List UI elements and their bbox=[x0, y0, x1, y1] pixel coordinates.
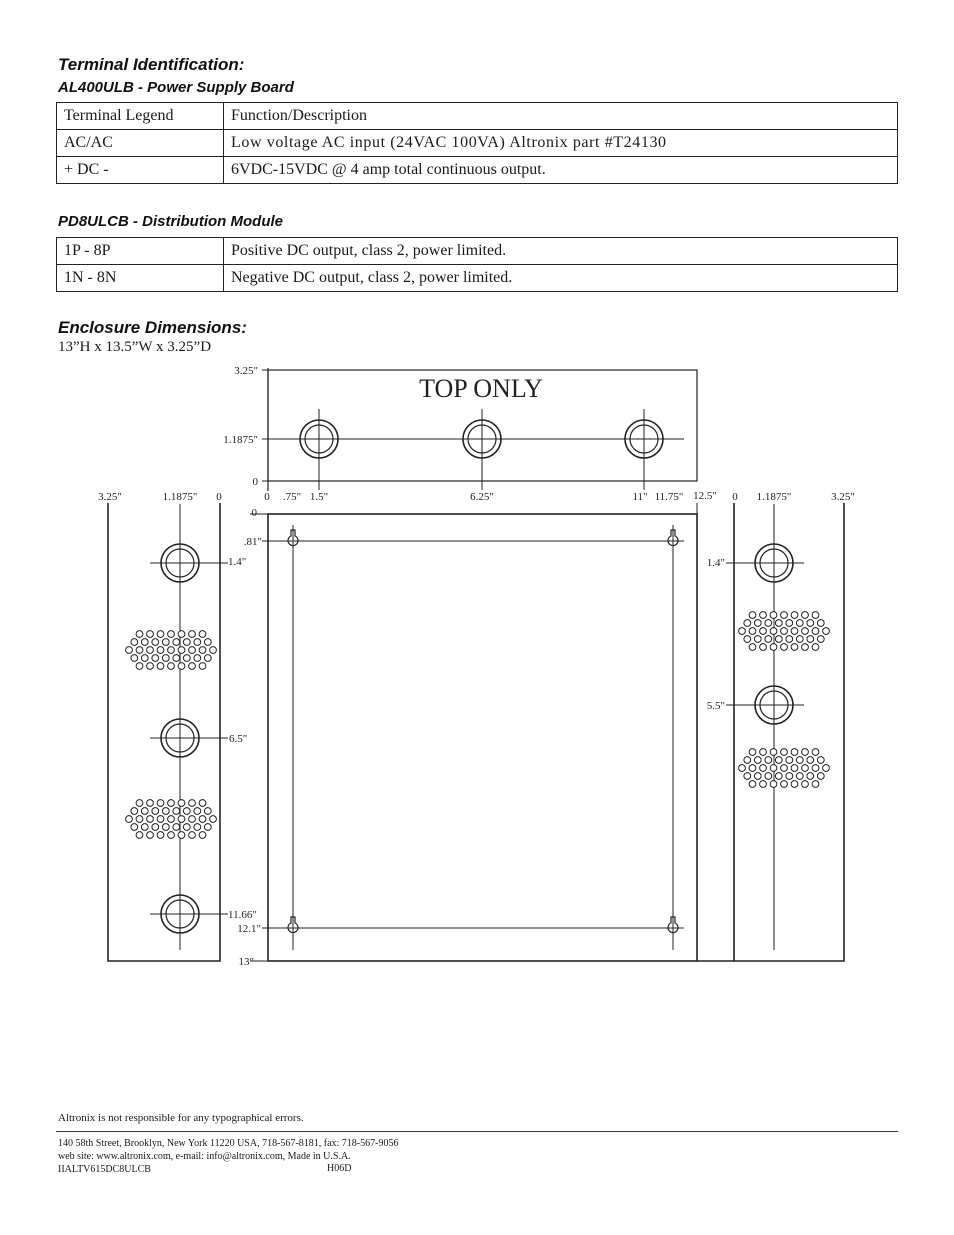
vent-hole bbox=[136, 647, 143, 654]
vent-hole bbox=[775, 773, 782, 780]
vent-hole bbox=[168, 663, 175, 670]
vent-holes bbox=[739, 612, 830, 651]
vent-hole bbox=[204, 824, 211, 831]
vent-hole bbox=[817, 757, 824, 764]
vent-hole bbox=[765, 757, 772, 764]
vent-hole bbox=[775, 757, 782, 764]
vent-hole bbox=[178, 647, 185, 654]
terminal-cell: 1P - 8P bbox=[57, 238, 224, 265]
top-depth-tick: 0 bbox=[252, 476, 258, 488]
vent-hole bbox=[823, 628, 830, 635]
vent-hole bbox=[823, 765, 830, 772]
vent-hole bbox=[126, 647, 133, 654]
knockout-icon bbox=[150, 895, 228, 933]
vent-hole bbox=[210, 647, 217, 654]
vent-hole bbox=[817, 773, 824, 780]
knockout-icon bbox=[150, 544, 228, 582]
vent-hole bbox=[141, 824, 148, 831]
height-tick: 13" bbox=[238, 956, 254, 968]
header-cell: Terminal Legend bbox=[57, 103, 224, 130]
vent-hole bbox=[141, 655, 148, 662]
top-depth-tick: 3.25" bbox=[234, 365, 258, 377]
vent-hole bbox=[152, 808, 159, 815]
vent-hole bbox=[812, 612, 819, 619]
vent-hole bbox=[760, 628, 767, 635]
vent-hole bbox=[749, 749, 756, 756]
knockout-icon bbox=[726, 686, 804, 724]
vent-hole bbox=[770, 781, 777, 788]
vent-hole bbox=[199, 647, 206, 654]
vent-hole bbox=[178, 800, 185, 807]
vent-hole bbox=[194, 639, 201, 646]
vent-hole bbox=[817, 620, 824, 627]
front-width-tick: 1.5" bbox=[309, 491, 329, 503]
vent-hole bbox=[754, 757, 761, 764]
vent-hole bbox=[760, 765, 767, 772]
vent-hole bbox=[796, 620, 803, 627]
vent-hole bbox=[147, 647, 154, 654]
vent-hole bbox=[136, 800, 143, 807]
front-view bbox=[228, 490, 734, 968]
height-tick: 0 bbox=[251, 507, 257, 519]
enclosure-dimensions-text: 13”H x 13.5”W x 3.25”D bbox=[58, 339, 212, 355]
vent-hole bbox=[204, 655, 211, 662]
height-tick: 5.5" bbox=[706, 700, 725, 712]
left-width-tick: 3.25" bbox=[98, 491, 122, 503]
height-tick: 1.4" bbox=[228, 556, 247, 568]
vent-hole bbox=[136, 631, 143, 638]
vent-hole bbox=[141, 639, 148, 646]
vent-hole bbox=[765, 636, 772, 643]
vent-hole bbox=[802, 644, 809, 651]
vent-hole bbox=[168, 816, 175, 823]
vent-hole bbox=[749, 644, 756, 651]
top-only-label: TOP ONLY bbox=[419, 374, 543, 403]
vent-hole bbox=[168, 647, 175, 654]
vent-hole bbox=[194, 824, 201, 831]
vent-hole bbox=[141, 808, 148, 815]
enclosure-dimensions-heading: Enclosure Dimensions: bbox=[58, 318, 247, 337]
left-side-view bbox=[98, 491, 228, 961]
vent-hole bbox=[157, 816, 164, 823]
vent-hole bbox=[183, 655, 190, 662]
vent-hole bbox=[152, 824, 159, 831]
description-cell: Low voltage AC input (24VAC 100VA) Altronix part #T24130 bbox=[224, 130, 898, 157]
vent-hole bbox=[786, 773, 793, 780]
vent-hole bbox=[189, 832, 196, 839]
vent-hole bbox=[173, 639, 180, 646]
vent-hole bbox=[749, 628, 756, 635]
vent-hole bbox=[781, 628, 788, 635]
vent-hole bbox=[744, 773, 751, 780]
vent-hole bbox=[807, 636, 814, 643]
vent-hole bbox=[796, 773, 803, 780]
vent-hole bbox=[817, 636, 824, 643]
front-panel-outline bbox=[268, 514, 697, 961]
vent-hole bbox=[770, 749, 777, 756]
knockout-icon bbox=[625, 409, 663, 490]
left-width-tick: 0 bbox=[216, 491, 222, 503]
vent-hole bbox=[147, 816, 154, 823]
vent-hole bbox=[210, 816, 217, 823]
vent-hole bbox=[178, 816, 185, 823]
vent-hole bbox=[199, 800, 206, 807]
front-width-tick: 11.75" bbox=[654, 491, 684, 503]
vent-hole bbox=[199, 663, 206, 670]
knockout-icon bbox=[300, 409, 338, 490]
vent-hole bbox=[157, 663, 164, 670]
right-width-tick: 1.1875" bbox=[756, 491, 792, 503]
vent-hole bbox=[194, 655, 201, 662]
vent-hole bbox=[147, 800, 154, 807]
vent-hole bbox=[765, 773, 772, 780]
knockout-icon bbox=[150, 719, 228, 757]
vent-hole bbox=[189, 631, 196, 638]
right-side-outline bbox=[734, 503, 844, 961]
vent-hole bbox=[796, 757, 803, 764]
vent-hole bbox=[136, 663, 143, 670]
vent-hole bbox=[807, 757, 814, 764]
vent-hole bbox=[162, 655, 169, 662]
vent-hole bbox=[802, 749, 809, 756]
vent-hole bbox=[802, 765, 809, 772]
vent-hole bbox=[204, 808, 211, 815]
vent-hole bbox=[812, 749, 819, 756]
vent-holes bbox=[739, 749, 830, 788]
vent-hole bbox=[791, 749, 798, 756]
vent-hole bbox=[781, 644, 788, 651]
vent-hole bbox=[136, 832, 143, 839]
vent-hole bbox=[744, 620, 751, 627]
vent-hole bbox=[749, 781, 756, 788]
terminal-cell: + DC - bbox=[57, 157, 224, 184]
vent-hole bbox=[178, 663, 185, 670]
header-cell: Function/Description bbox=[224, 103, 898, 130]
vent-hole bbox=[812, 644, 819, 651]
vent-hole bbox=[770, 628, 777, 635]
height-tick: 6.5" bbox=[229, 733, 248, 745]
vent-hole bbox=[760, 644, 767, 651]
vent-hole bbox=[781, 612, 788, 619]
footer-divider bbox=[56, 1131, 898, 1132]
vent-hole bbox=[152, 639, 159, 646]
right-width-tick: 0 bbox=[732, 491, 738, 503]
vent-hole bbox=[199, 631, 206, 638]
vent-hole bbox=[147, 663, 154, 670]
vent-hole bbox=[812, 781, 819, 788]
vent-hole bbox=[173, 655, 180, 662]
vent-hole bbox=[775, 620, 782, 627]
vent-hole bbox=[178, 631, 185, 638]
vent-hole bbox=[775, 636, 782, 643]
vent-hole bbox=[147, 631, 154, 638]
knockout-icon bbox=[463, 409, 501, 490]
vent-hole bbox=[199, 816, 206, 823]
top-depth-tick: 1.1875" bbox=[223, 434, 258, 446]
vent-hole bbox=[807, 620, 814, 627]
vent-hole bbox=[770, 765, 777, 772]
vent-hole bbox=[189, 816, 196, 823]
vent-hole bbox=[168, 832, 175, 839]
vent-hole bbox=[173, 808, 180, 815]
vent-hole bbox=[162, 639, 169, 646]
knockout-icon bbox=[726, 544, 804, 582]
vent-hole bbox=[152, 655, 159, 662]
vent-hole bbox=[744, 636, 751, 643]
vent-hole bbox=[781, 765, 788, 772]
vent-hole bbox=[786, 636, 793, 643]
vent-hole bbox=[791, 765, 798, 772]
vent-hole bbox=[168, 800, 175, 807]
front-width-tick: .75" bbox=[282, 491, 302, 503]
vent-hole bbox=[189, 800, 196, 807]
height-tick: 11.66" bbox=[228, 909, 257, 921]
left-width-tick: 1.1875" bbox=[162, 491, 198, 503]
vent-hole bbox=[786, 620, 793, 627]
footer-revision: H06D bbox=[327, 1163, 352, 1174]
vent-hole bbox=[802, 781, 809, 788]
vent-hole bbox=[791, 781, 798, 788]
vent-hole bbox=[183, 639, 190, 646]
vent-hole bbox=[754, 620, 761, 627]
vent-hole bbox=[204, 639, 211, 646]
vent-hole bbox=[157, 832, 164, 839]
vent-hole bbox=[131, 655, 138, 662]
description-cell: Negative DC output, class 2, power limited. bbox=[224, 265, 898, 292]
terminal-cell: 1N - 8N bbox=[57, 265, 224, 292]
description-cell: Positive DC output, class 2, power limited. bbox=[224, 238, 898, 265]
vent-holes bbox=[126, 800, 217, 839]
vent-hole bbox=[802, 612, 809, 619]
vent-hole bbox=[749, 765, 756, 772]
distribution-module-heading: PD8ULCB - Distribution Module bbox=[58, 213, 283, 230]
vent-hole bbox=[739, 765, 746, 772]
vent-hole bbox=[770, 612, 777, 619]
vent-hole bbox=[739, 628, 746, 635]
vent-hole bbox=[162, 808, 169, 815]
front-width-tick: 11" bbox=[632, 491, 648, 503]
terminal-cell: AC/AC bbox=[57, 130, 224, 157]
vent-hole bbox=[760, 749, 767, 756]
vent-hole bbox=[807, 773, 814, 780]
psu-board-heading: AL400ULB - Power Supply Board bbox=[58, 79, 294, 96]
top-view bbox=[223, 365, 697, 491]
vent-hole bbox=[796, 636, 803, 643]
vent-hole bbox=[136, 816, 143, 823]
front-width-tick: 6.25" bbox=[470, 491, 494, 503]
height-tick: 12.1" bbox=[237, 923, 261, 935]
vent-hole bbox=[812, 765, 819, 772]
vent-hole bbox=[749, 612, 756, 619]
vent-hole bbox=[812, 628, 819, 635]
vent-hole bbox=[178, 832, 185, 839]
vent-hole bbox=[162, 824, 169, 831]
vent-hole bbox=[791, 612, 798, 619]
vent-hole bbox=[781, 781, 788, 788]
height-tick: .81" bbox=[243, 536, 262, 548]
footer-web: web site: www.altronix.com, e-mail: info@altronix.com, Made in U.S.A. bbox=[58, 1151, 351, 1162]
disclaimer-text: Altronix is not responsible for any typographical errors. bbox=[58, 1112, 304, 1124]
vent-hole bbox=[183, 824, 190, 831]
front-width-tick: 12.5" bbox=[693, 490, 717, 502]
vent-hole bbox=[194, 808, 201, 815]
vent-hole bbox=[802, 628, 809, 635]
vent-hole bbox=[760, 612, 767, 619]
vent-hole bbox=[131, 639, 138, 646]
front-width-tick: 0 bbox=[264, 491, 270, 503]
vent-hole bbox=[189, 663, 196, 670]
vent-hole bbox=[754, 636, 761, 643]
footer-doc-id: IIALTV615DC8ULCB bbox=[58, 1164, 151, 1175]
terminal-identification-heading: Terminal Identification: bbox=[58, 55, 245, 74]
vent-hole bbox=[147, 832, 154, 839]
vent-hole bbox=[157, 631, 164, 638]
right-side-view bbox=[707, 491, 855, 961]
vent-hole bbox=[157, 800, 164, 807]
vent-hole bbox=[168, 631, 175, 638]
vent-hole bbox=[791, 644, 798, 651]
vent-hole bbox=[157, 647, 164, 654]
vent-hole bbox=[199, 832, 206, 839]
vent-hole bbox=[770, 644, 777, 651]
vent-holes bbox=[126, 631, 217, 670]
vent-hole bbox=[760, 781, 767, 788]
vent-hole bbox=[126, 816, 133, 823]
vent-hole bbox=[754, 773, 761, 780]
description-cell: 6VDC-15VDC @ 4 amp total continuous output. bbox=[224, 157, 898, 184]
vent-hole bbox=[183, 808, 190, 815]
vent-hole bbox=[744, 757, 751, 764]
footer-address: 140 58th Street, Brooklyn, New York 11220 USA, 718-567-8181, fax: 718-567-9056 bbox=[58, 1138, 399, 1149]
right-width-tick: 3.25" bbox=[831, 491, 855, 503]
vent-hole bbox=[781, 749, 788, 756]
vent-hole bbox=[765, 620, 772, 627]
vent-hole bbox=[173, 824, 180, 831]
vent-hole bbox=[189, 647, 196, 654]
vent-hole bbox=[131, 824, 138, 831]
vent-hole bbox=[786, 757, 793, 764]
vent-hole bbox=[131, 808, 138, 815]
height-tick: 1.4" bbox=[706, 557, 725, 569]
vent-hole bbox=[791, 628, 798, 635]
